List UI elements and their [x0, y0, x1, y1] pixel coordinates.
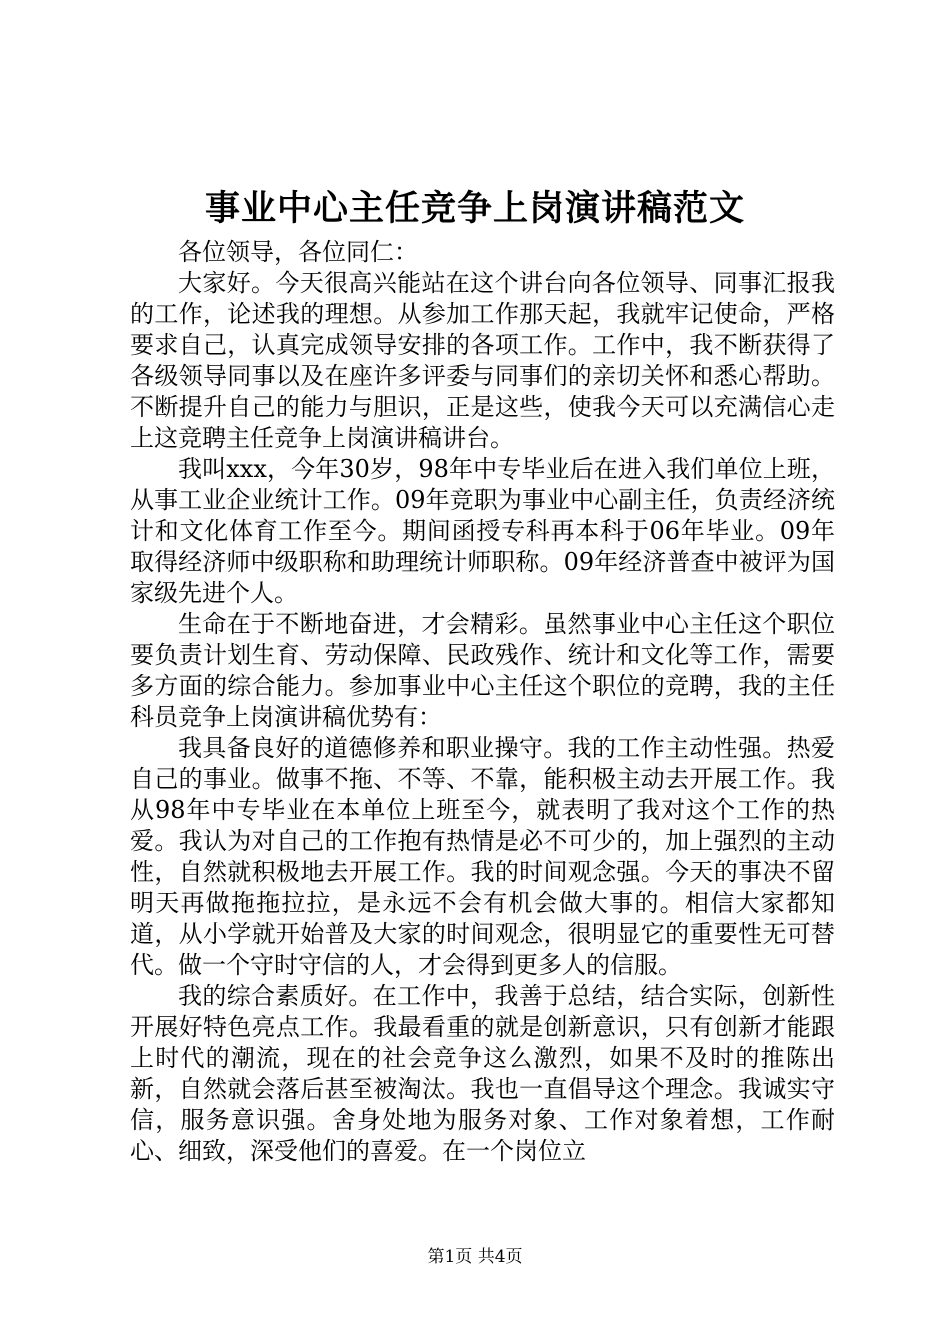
paragraph-quality: 我的综合素质好。在工作中，我善于总结，结合实际，创新性开展好特色亮点工作。我最看重的就是创新意识，只有创新才能跟上时代的潮流，现在的社会竞争这么激烈，如果不及时的推陈出新，自然就会落后甚至被淘汰。我也一直倡导这个理念。我诚实守信，服务意识强。舍身处地为服务对象、工作对象着想，工作耐心、细致，深受他们的喜爱。在一个岗位立: [130, 982, 835, 1165]
page-number: 第1页 共4页: [427, 1247, 523, 1267]
paragraph-greeting: 大家好。今天很高兴能站在这个讲台向各位领导、同事汇报我的工作，论述我的理想。从参加工作那天起，我就牢记使命，严格要求自己，认真完成领导安排的各项工作。工作中，我不断获得了各级领导同事以及在座许多评委与同事们的亲切关怀和悉心帮助。不断提升自己的能力与胆识，正是这些，使我今天可以充满信心走上这竞聘主任竞争上岗演讲稿讲台。: [130, 269, 835, 452]
paragraph-advantages: 生命在于不断地奋进，才会精彩。虽然事业中心主任这个职位要负责计划生育、劳动保障、民政残作、统计和文化等工作，需要多方面的综合能力。参加事业中心主任这个职位的竞聘，我的主任科员竞争上岗演讲稿优势有：: [130, 610, 835, 731]
salutation: 各位领导，各位同仁：: [178, 238, 418, 266]
paragraph-morality: 我具备良好的道德修养和职业操守。我的工作主动性强。热爱自己的事业。做事不拖、不等、不靠，能积极主动去开展工作。我从98年中专毕业在本单位上班至今，就表明了我对这个工作的热爱。我认为对自己的工作抱有热情是必不可少的，加上强烈的主动性，自然就积极地去开展工作。我的时间观念强。今天的事决不留明天再做拖拖拉拉，是永远不会有机会做大事的。相信大家都知道，从小学就开始普及大家的时间观念，很明显它的重要性无可替代。做一个守时守信的人，才会得到更多人的信服。: [130, 734, 835, 979]
document-title: 事业中心主任竞争上岗演讲稿范文: [204, 188, 745, 229]
paragraph-introduction: 我叫xxx，今年30岁，98年中专毕业后在进入我们单位上班，从事工业企业统计工作。09年竞职为事业中心副主任，负责经济统计和文化体育工作至今。期间函授专科再本科于06年毕业。09年取得经济师中级职称和助理统计师职称。09年经济普查中被评为国家级先进个人。: [130, 455, 835, 607]
document-body: [130, 237, 835, 1167]
